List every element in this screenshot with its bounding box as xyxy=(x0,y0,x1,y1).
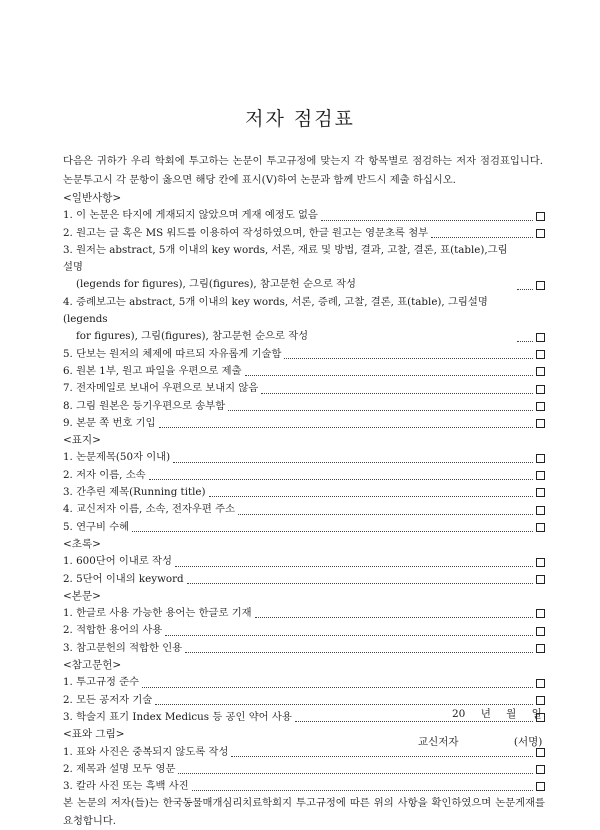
checkbox[interactable] xyxy=(536,350,545,359)
checkbox[interactable] xyxy=(536,696,545,705)
section-heading: <초록> xyxy=(63,537,101,550)
checklist-item xyxy=(63,294,545,346)
checklist-item xyxy=(63,380,545,397)
checklist-item-text: 1. 이 논문은 타지에 게재되지 않았으며 게재 예정도 없음 xyxy=(63,209,318,222)
checklist-item xyxy=(63,398,545,415)
checkbox[interactable] xyxy=(536,419,545,428)
checklist-item-continuation: for figures), 그림(figures), 참고문헌 순으로 작성 xyxy=(76,330,309,343)
dot-leader xyxy=(284,357,533,359)
date-line: 20 년 월 일 xyxy=(452,708,542,720)
checklist-item-text: 1. 논문제목(50자 이내) xyxy=(63,451,171,464)
section-heading: <본문> xyxy=(63,589,101,602)
checklist-item xyxy=(63,363,545,380)
checklist-item-text: 1. 600단어 이내로 작성 xyxy=(63,555,172,568)
checklist-item-line: 3. 원저는 abstract, 5개 이내의 key words, 서론, 재료 및 방법, 결과, 고찰, 결론, 표(table),그림설명 xyxy=(63,243,508,274)
checkbox[interactable] xyxy=(536,471,545,480)
checkbox[interactable] xyxy=(536,367,545,376)
checkbox[interactable] xyxy=(536,748,545,757)
checkbox[interactable] xyxy=(536,385,545,394)
dot-leader xyxy=(431,236,533,238)
dot-leader xyxy=(245,374,533,376)
dot-leader xyxy=(173,461,533,463)
checklist-item xyxy=(63,778,545,795)
checklist-item-text: 2. 적합한 용어의 사용 xyxy=(63,624,163,637)
checkbox[interactable] xyxy=(536,523,545,532)
section-heading: <일반사항> xyxy=(63,192,122,204)
checklist-item xyxy=(63,605,545,622)
checklist-item xyxy=(63,484,545,501)
section-heading: <참고문헌> xyxy=(63,659,122,672)
checklist-item-text: 2. 5단어 이내의 keyword xyxy=(63,572,184,585)
checkbox[interactable] xyxy=(536,454,545,463)
checklist-item xyxy=(63,449,545,466)
checkbox[interactable] xyxy=(536,782,545,791)
checklist-item xyxy=(63,225,545,242)
checkbox[interactable] xyxy=(536,281,545,290)
dot-leader xyxy=(132,530,533,532)
checklist-item-text: 2. 저자 이름, 소속 xyxy=(63,468,146,481)
checklist-item-text: 2. 제목과 설명 모두 영문 xyxy=(63,762,176,775)
checklist-item-text: 1. 투고규정 준수 xyxy=(63,676,140,689)
checklist-item xyxy=(63,501,545,518)
dot-leader xyxy=(321,219,533,221)
signature-mark: (서명) xyxy=(513,736,543,748)
checkbox[interactable] xyxy=(536,402,545,411)
closing-statement: 본 논문의 저자(들)는 한국동물매개심리치료학회지 투고규정에 따른 위의 사항을 확인하였으며 논문게재를 요청합니다. xyxy=(63,797,545,827)
checklist-item xyxy=(63,640,545,657)
dot-leader xyxy=(175,565,533,567)
checklist-item-text: 6. 원본 1부, 원고 파일을 우편으로 제출 xyxy=(63,364,242,377)
dot-leader xyxy=(192,789,533,791)
checklist-item-text: 3. 간추린 제목(Running title) xyxy=(63,486,206,499)
dot-leader xyxy=(517,340,533,342)
checklist-item xyxy=(63,346,545,363)
checklist-item-text: 3. 칼라 사진 또는 흑백 사진 xyxy=(63,780,189,793)
corresponding-author-label: 교신저자 xyxy=(418,736,459,748)
checklist-item-text: 7. 전자메일로 보내어 우편으로 보내지 않음 xyxy=(63,382,259,395)
dot-leader xyxy=(255,616,533,618)
checklist-item xyxy=(63,207,545,224)
checkbox[interactable] xyxy=(536,609,545,618)
checklist-item-text: 5. 단보는 원저의 체제에 따르되 자유롭게 기술함 xyxy=(63,347,282,360)
checklist-item-text: 3. 참고문헌의 적합한 인용 xyxy=(63,641,183,654)
dot-leader xyxy=(261,392,533,394)
checkbox[interactable] xyxy=(536,765,545,774)
checklist-item-text: 9. 본문 쪽 번호 기입 xyxy=(63,416,156,429)
dot-leader xyxy=(238,513,533,515)
checkbox[interactable] xyxy=(536,558,545,567)
dot-leader xyxy=(228,409,533,411)
section-heading: <표지> xyxy=(63,434,101,447)
checkbox[interactable] xyxy=(536,488,545,497)
section-heading: <표와 그림> xyxy=(63,728,125,741)
checklist-item xyxy=(63,674,545,691)
checklist-item-text xyxy=(63,242,514,294)
intro-paragraph: 다음은 귀하가 우리 학회에 투고하는 논문이 투고규정에 맞는지 각 항목별로 점검하는 저자 점검표입니다. 논문투고시 각 문항이 옳으면 해당 칸에 표시(V)하여 논문과 함께 반드시 제출 하십시오. xyxy=(63,155,543,186)
checkbox[interactable] xyxy=(536,644,545,653)
checkbox[interactable] xyxy=(536,575,545,584)
checklist-item-text: 3. 학술지 표기 Index Medicus 등 공인 약어 사용 xyxy=(63,710,292,723)
checklist-item xyxy=(63,761,545,778)
checklist-item-text: 5. 연구비 수혜 xyxy=(63,520,130,533)
dot-leader xyxy=(517,288,533,290)
checklist-item-text: 2. 모든 공저자 기술 xyxy=(63,693,153,706)
checklist-item xyxy=(63,519,545,536)
checkbox[interactable] xyxy=(536,679,545,688)
dot-leader xyxy=(231,755,533,757)
checklist-item-text: 1. 한글로 사용 가능한 용어는 한글로 기재 xyxy=(63,607,252,620)
dot-leader xyxy=(142,686,533,688)
checklist-item xyxy=(63,553,545,570)
checklist-item xyxy=(63,242,545,294)
checkbox[interactable] xyxy=(536,627,545,636)
dot-leader xyxy=(159,426,533,428)
checklist-item xyxy=(63,415,545,432)
checkbox[interactable] xyxy=(536,229,545,238)
dot-leader xyxy=(178,772,533,774)
checklist-item-text: 8. 그림 원본은 등기우편으로 송부함 xyxy=(63,399,226,412)
checklist-item xyxy=(63,571,545,588)
checklist-item-text xyxy=(63,294,514,346)
dot-leader xyxy=(155,703,533,705)
checklist-item-text: 4. 교신저자 이름, 소속, 전자우편 주소 xyxy=(63,503,235,516)
dot-leader xyxy=(209,495,533,497)
checklist-item xyxy=(63,622,545,639)
dot-leader xyxy=(149,478,533,480)
checkbox[interactable] xyxy=(536,506,545,515)
dot-leader xyxy=(187,582,533,584)
checklist-item-continuation: (legends for figures), 그림(figures), 참고문헌 순으로 작성 xyxy=(76,278,356,291)
checklist-item-line: 4. 증례보고는 abstract, 5개 이내의 key words, 서론, 증례, 고찰, 결론, 표(table), 그림설명(legends xyxy=(63,295,488,326)
checkbox[interactable] xyxy=(536,333,545,342)
dot-leader xyxy=(165,634,533,636)
checklist-item-text: 2. 원고는 글 혹은 MS 워드를 이용하여 작성하였으며, 한글 원고는 영문초록 첨부 xyxy=(63,226,429,239)
checklist-sections xyxy=(63,190,545,795)
signature-line xyxy=(418,734,542,749)
checkbox[interactable] xyxy=(536,212,545,221)
checklist-item xyxy=(63,467,545,484)
dot-leader xyxy=(185,651,533,653)
checklist-item-text: 1. 표와 사진은 중복되지 않도록 작성 xyxy=(63,745,229,758)
page-title: 저자 점검표 xyxy=(245,108,355,130)
